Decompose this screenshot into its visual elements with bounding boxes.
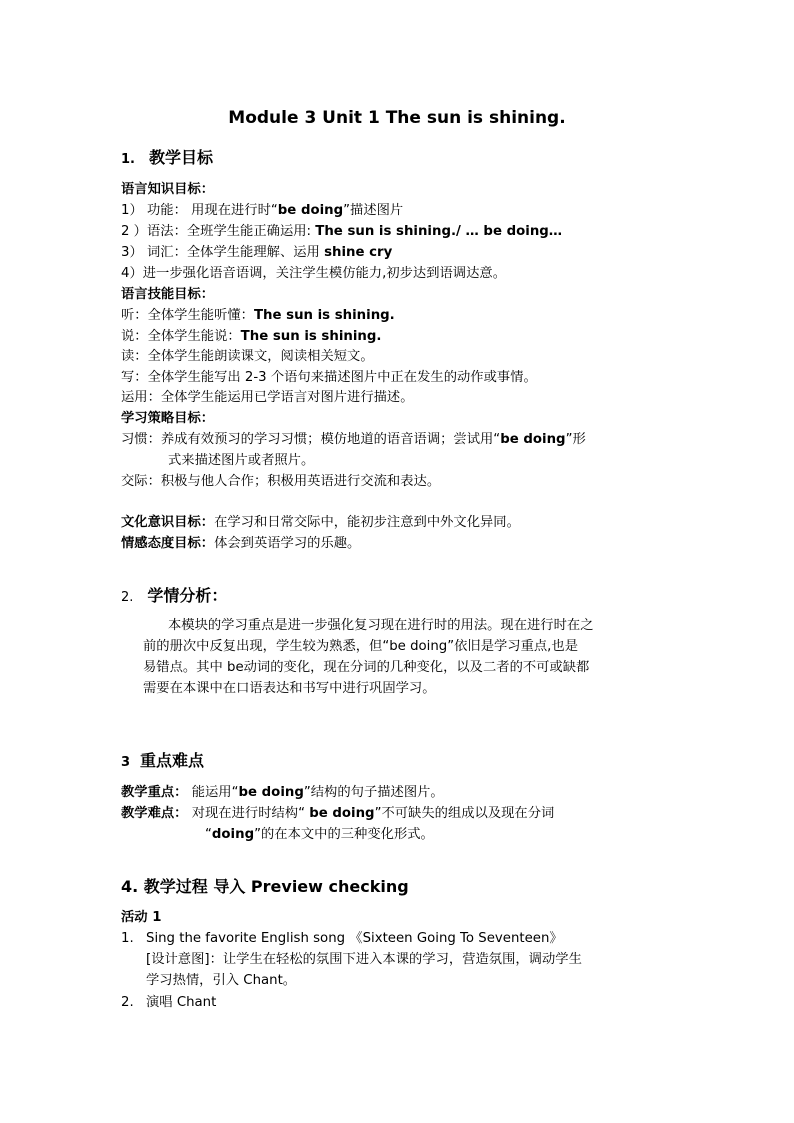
lang-skill-item: 读：全体学生能朗读课文，阅读相关短文。 bbox=[121, 349, 374, 364]
activity-item-2: 2. 演唱 Chant bbox=[121, 995, 217, 1010]
culture-goal: 文化意识目标：在学习和日常交际中，能初步注意到中外文化异同。 bbox=[121, 515, 520, 530]
document-title: Module 3 Unit 1 The sun is shining. bbox=[228, 108, 566, 128]
lang-skill-item: 写：全体学生能写出 2-3 个语句来描述图片中正在发生的动作或事情。 bbox=[121, 370, 537, 385]
lang-knowledge-item: 4）进一步强化语音语调，关注学生模仿能力,初步达到语调达意。 bbox=[121, 266, 506, 281]
lang-knowledge-item: 2 ）语法：全班学生能正确运用: The sun is shining./ … be doing… bbox=[121, 224, 563, 239]
analysis-line: 易错点。其中 be动词的变化，现在分词的几种变化，以及二者的不可或缺都 bbox=[143, 660, 590, 675]
section-2-title: 学情分析： bbox=[147, 586, 228, 605]
section-4-heading: 4. 教学过程 导入 Preview checking bbox=[121, 877, 409, 896]
activity-item-1: 1. Sing the favorite English song 《Sixteen Going To Seventeen》 bbox=[121, 931, 563, 946]
lang-skill-label: 语言技能目标： bbox=[121, 287, 215, 302]
lang-knowledge-item: 1） 功能： 用现在进行时“be doing”描述图片 bbox=[121, 203, 404, 218]
analysis-line: 本模块的学习重点是进一步强化复习现在进行时的用法。现在进行时在之 bbox=[168, 618, 594, 633]
emotion-goal: 情感态度目标：体会到英语学习的乐趣。 bbox=[121, 536, 361, 551]
section-1-title: 教学目标 bbox=[148, 148, 213, 167]
section-3-number: 3 bbox=[121, 755, 131, 770]
design-intent-line: 学习热情，引入 Chant。 bbox=[146, 973, 297, 988]
key-point: 教学重点： 能运用“be doing”结构的句子描述图片。 bbox=[121, 785, 444, 800]
strategy-habit-cont: 式来描述图片或者照片。 bbox=[168, 453, 315, 468]
section-2-heading bbox=[121, 585, 227, 609]
strategy-habit: 习惯：养成有效预习的学习习惯；模仿地道的语音语调；尝试用“be doing”形 bbox=[121, 432, 586, 447]
section-3-heading bbox=[121, 750, 204, 774]
lang-skill-item: 听：全体学生能听懂：The sun is shining. bbox=[121, 308, 395, 323]
section-3-title: 重点难点 bbox=[140, 751, 205, 770]
design-intent-line: [设计意图]：让学生在轻松的氛围下进入本课的学习，营造氛围，调动学生 bbox=[146, 952, 582, 967]
lang-knowledge-item: 3） 词汇：全体学生能理解、运用 shine cry bbox=[121, 245, 393, 260]
section-1-number: 1. bbox=[121, 152, 135, 167]
lang-skill-item: 运用：全体学生能运用已学语言对图片进行描述。 bbox=[121, 390, 414, 405]
difficult-point-cont: “doing”的在本文中的三种变化形式。 bbox=[205, 827, 434, 842]
section-1-heading bbox=[121, 147, 213, 171]
analysis-line: 需要在本课中在口语表达和书写中进行巩固学习。 bbox=[143, 681, 436, 696]
section-2-number: 2. bbox=[121, 590, 134, 605]
strategy-label: 学习策略目标： bbox=[121, 411, 215, 426]
analysis-line: 前的册次中反复出现，学生较为熟悉，但“be doing”依旧是学习重点,也是 bbox=[143, 639, 579, 654]
activity-label: 活动 1 bbox=[121, 910, 162, 925]
lang-skill-item: 说：全体学生能说：The sun is shining. bbox=[121, 329, 382, 344]
lang-knowledge-label: 语言知识目标： bbox=[121, 182, 215, 197]
difficult-point: 教学难点： 对现在进行时结构“ be doing”不可缺失的组成以及现在分词 bbox=[121, 806, 555, 821]
strategy-communication: 交际：积极与他人合作；积极用英语进行交流和表达。 bbox=[121, 474, 441, 489]
